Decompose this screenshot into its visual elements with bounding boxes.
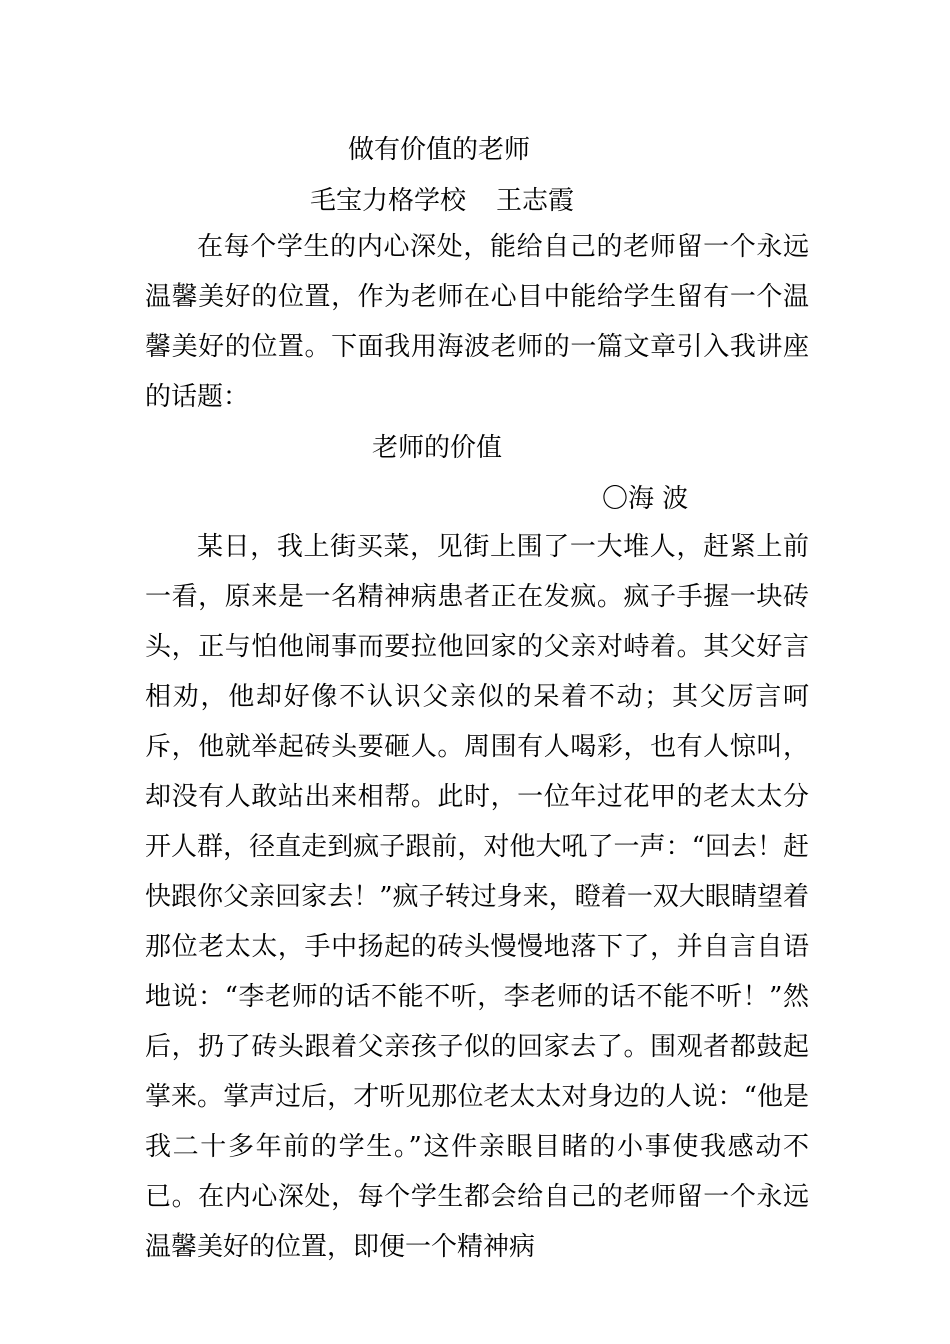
document-title: 做有价值的老师 xyxy=(348,135,531,165)
byline-school: 毛宝力格学校 xyxy=(310,186,467,216)
byline-author: 王志霞 xyxy=(496,186,575,216)
article-body: 某日，我上街买菜，见街上围了一大堆人，赶紧上前一看，原来是一名精神病患者正在发疯。疯子手握一块砖头，正与怕他闹事而要拉他回家的父亲对峙着。其父好言相劝，他却好像不认识父亲似的呆着不动；其父厉言呵斥，他就举起砖头要砸人。周围有人喝彩，也有人惊叫，却没有人敢站出来相帮。此时，一位年过花甲的老太太分开人群，径直走到疯子跟前，对他大吼了一声：“回去！赶快跟你父亲回家去！”疯子转过身来，瞪着一双大眼睛望着那位老太太，手中扬起的砖头慢慢地落下了，并自言自语地说：“李老师的话不能不听，李老师的话不能不听！”然后，扔了砖头跟着父亲孩子似的回家去了。围观者都鼓起掌来。掌声过后，才听见那位老太太对身边的人说：“他是我二十多年前的学生。”这件亲眼目睹的小事使我感动不已。在内心深处，每个学生都会给自己的老师留一个永远温馨美好的位置，即便一个精神病 xyxy=(145,532,809,1262)
intro-paragraph: 在每个学生的内心深处，能给自己的老师留一个永远温馨美好的位置，作为老师在心目中能给学生留有一个温馨美好的位置。下面我用海波老师的一篇文章引入我讲座的话题： xyxy=(145,232,809,412)
article-author: 〇海 波 xyxy=(602,484,689,514)
article-title: 老师的价值 xyxy=(372,433,503,463)
